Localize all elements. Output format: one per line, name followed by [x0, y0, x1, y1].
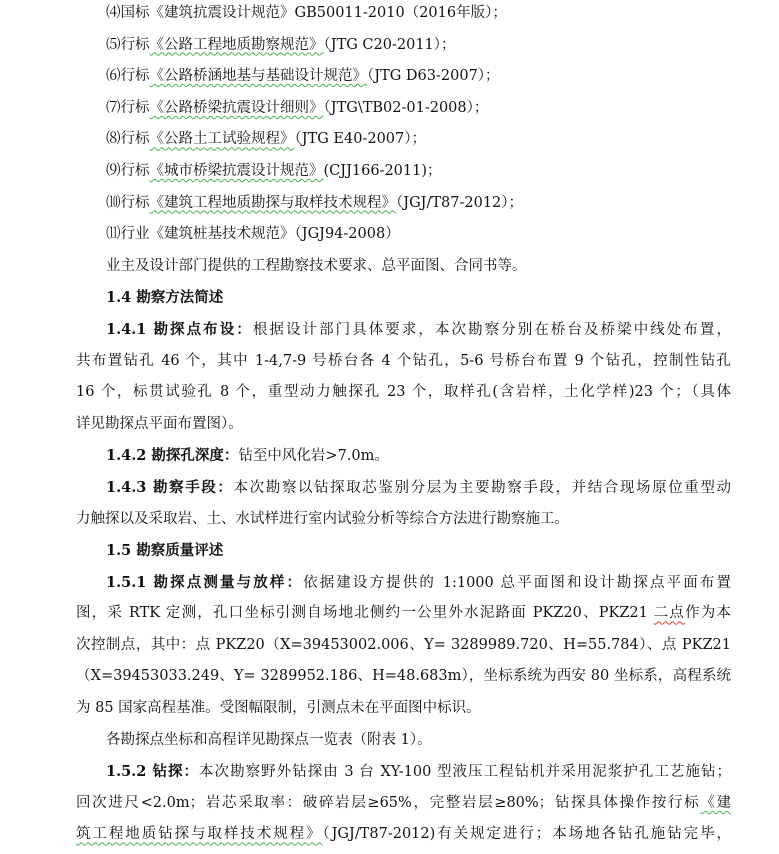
reference-code: （JGJ/T87-2012）； — [396, 194, 524, 211]
reference-item — [76, 0, 731, 30]
reference-item — [76, 188, 731, 220]
reference-code: （JGJ94-2008） — [294, 226, 400, 243]
section-1-5-1 — [76, 567, 731, 725]
reference-type: 行业 — [120, 226, 150, 243]
section-heading-1-5: 1.5 勘察质量评述 — [106, 542, 224, 560]
section-heading-1-4: 1.4 勘察方法简述 — [106, 289, 224, 307]
text-line: 1.4.1 勘探点布设：根据设计部门具体要求，本次勘察分别在桥台及桥梁中线处布置， — [106, 320, 731, 338]
reference-code: （JTG D63-2007）； — [367, 68, 500, 85]
text-line: 1.5.1 勘探点测量与放样：依据建设方提供的 1:1000 总平面图和设计勘探点平面布置 — [106, 573, 731, 591]
paragraph-owner-docs: 业主及设计部门提供的工程勘察技术要求、总平面图、合同书等。 — [106, 257, 527, 274]
reference-number: ⑽ — [106, 194, 121, 211]
reference-number: ⑷ — [106, 5, 121, 21]
reference-list — [76, 0, 731, 251]
section-label: 1.5.2 钻探： — [106, 763, 200, 781]
text-line: 次控制点，其中：点 PKZ20（X=39453002.006、Y= 3289989.720、H=55.784）、点 PKZ21 — [76, 636, 731, 653]
reference-type: 行标 — [120, 36, 150, 53]
reference-number: ⑾ — [106, 226, 121, 243]
text-line: 1.4.3 勘察手段：本次勘察以钻探取芯鉴别分层为主要勘察手段，并结合现场原位重型动 — [106, 478, 731, 496]
reference-number: ⑻ — [106, 131, 121, 148]
reference-code: （JTG\TB02-01-2008）； — [323, 99, 489, 116]
reference-number: ⑹ — [106, 68, 121, 85]
reference-type: 行标 — [120, 194, 150, 211]
reference-title: 《城市桥梁抗震设计规范》 — [149, 162, 324, 179]
reference-title: 《公路工程地质勘察规范》 — [149, 36, 324, 53]
reference-type: 行标 — [120, 162, 150, 179]
text-line: 回次进尺<2.0m；岩芯采取率：破碎岩层≥65%，完整岩层≥80%；钻探具体操作按行标《建 — [76, 794, 731, 811]
section-label: 1.4.3 勘察手段： — [106, 478, 234, 496]
reference-title: 《公路土工试验规程》 — [149, 131, 295, 148]
reference-item — [76, 61, 731, 93]
reference-type: 行标 — [120, 131, 150, 148]
reference-title: 《建筑工程地质勘探与取样技术规程》 — [149, 194, 396, 211]
spellcheck-mark: 筑工程地质钻探与取样技术规程》 — [76, 826, 323, 843]
section-1-4-2: 1.4.2 勘探孔深度：钻至中风化岩>7.0m。 — [106, 447, 389, 465]
text-line: 共布置钻孔 46 个，其中 1-4,7-9 号桥台各 4 个钻孔，5-6 号桥台布置 9 个钻孔，控制性钻孔 — [76, 352, 731, 369]
reference-item — [76, 93, 731, 125]
reference-code: GB50011-2010（2016年版）； — [294, 5, 507, 21]
section-label: 1.5.1 勘探点测量与放样： — [106, 573, 304, 591]
reference-item — [76, 30, 731, 62]
spellcheck-mark: 二点 — [653, 605, 686, 622]
reference-number: ⑼ — [106, 162, 121, 179]
section-1-4-3 — [76, 472, 731, 535]
paragraph-coords: 各勘探点坐标和高程详见勘探点一览表（附表 1）。 — [106, 731, 432, 748]
section-1-5-2 — [76, 756, 731, 851]
text-line: （X=39453033.249、Y= 3289952.186、H=48.683m），坐标系统为西安 80 坐标系，高程系统 — [76, 668, 731, 685]
reference-item — [76, 124, 731, 156]
reference-item — [76, 156, 731, 188]
reference-type: 国标 — [120, 5, 150, 21]
text-line: 图，采 RTK 定测，孔口坐标引测自场地北侧约一公里外水泥路面 PKZ20、PKZ21 二点作为本 — [76, 605, 731, 622]
text-line: 筑工程地质钻探与取样技术规程》（JGJ/T87-2012)有关规定进行；本场地各钻孔施钻完毕， — [76, 826, 731, 843]
reference-number: ⑺ — [106, 99, 121, 116]
reference-code: （JTG C20-2011）； — [323, 36, 456, 53]
section-label: 1.4.2 勘探孔深度： — [106, 447, 239, 465]
reference-type: 行标 — [120, 68, 150, 85]
reference-number: ⑸ — [106, 36, 121, 53]
section-label: 1.4.1 勘探点布设： — [106, 320, 253, 338]
reference-type: 行标 — [120, 99, 150, 116]
reference-title: 《建筑桩基技术规范》 — [149, 226, 295, 243]
reference-title: 《建筑抗震设计规范》 — [149, 5, 295, 21]
text-line: 力触探以及采取岩、土、水试样进行室内试验分析等综合方法进行勘察施工。 — [76, 510, 569, 527]
reference-code: (CJJ166-2011)； — [323, 162, 442, 179]
reference-title: 《公路桥梁抗震设计细则》 — [149, 99, 324, 116]
text-line: 16 个，标贯试验孔 8 个，重型动力触探孔 23 个，取样孔(含岩样，土化学样)23 个；（具体 — [76, 384, 731, 401]
reference-code: （JTG E40-2007）； — [294, 131, 427, 148]
section-1-4-1 — [76, 314, 731, 440]
text-line: 详见勘探点平面布置图）。 — [76, 415, 243, 432]
spellcheck-mark: 《建 — [700, 794, 731, 811]
reference-item — [76, 219, 731, 251]
text-line: 为 85 国家高程基准。受图幅限制，引测点未在平面图中标识。 — [76, 700, 481, 717]
reference-title: 《公路桥涵地基与基础设计规范》 — [149, 68, 367, 85]
text-line: 1.5.2 钻探：本次勘察野外钻探由 3 台 XY-100 型液压工程钻机并采用泥浆护孔工艺施钻； — [106, 763, 731, 781]
